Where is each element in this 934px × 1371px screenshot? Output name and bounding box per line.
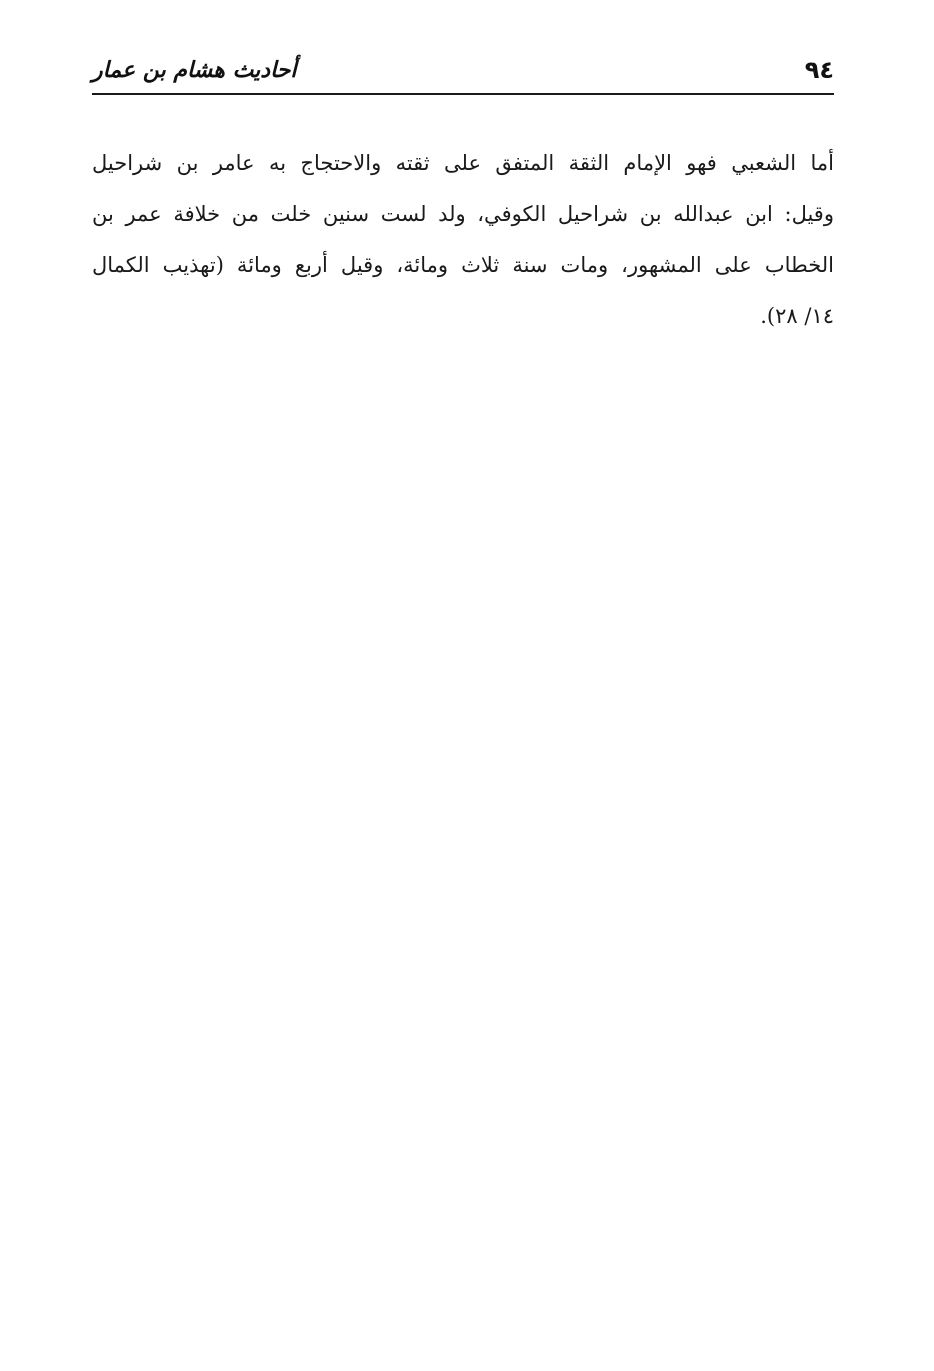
text-line-3: الخطاب على المشهور، ومات سنة ثلاث ومائة، وقيل أربع ومائة (تهذيب الكمال <box>92 253 834 277</box>
page-number: ٩٤ <box>804 56 834 84</box>
body-paragraph <box>92 138 834 342</box>
text-line-1: أما الشعبي فهو الإمام الثقة المتفق على ثقته والاحتجاج به عامر بن شراحيل <box>92 151 834 175</box>
text-line-2: وقيل: ابن عبدالله بن شراحيل الكوفي، ولد لست سنين خلت من خلافة عمر بن <box>92 202 834 226</box>
text-line-4: ١٤/ ٢٨). <box>760 304 834 328</box>
header-divider <box>92 93 834 95</box>
running-title: أحاديث هشام بن عمار <box>92 58 297 83</box>
page-header <box>92 50 834 94</box>
